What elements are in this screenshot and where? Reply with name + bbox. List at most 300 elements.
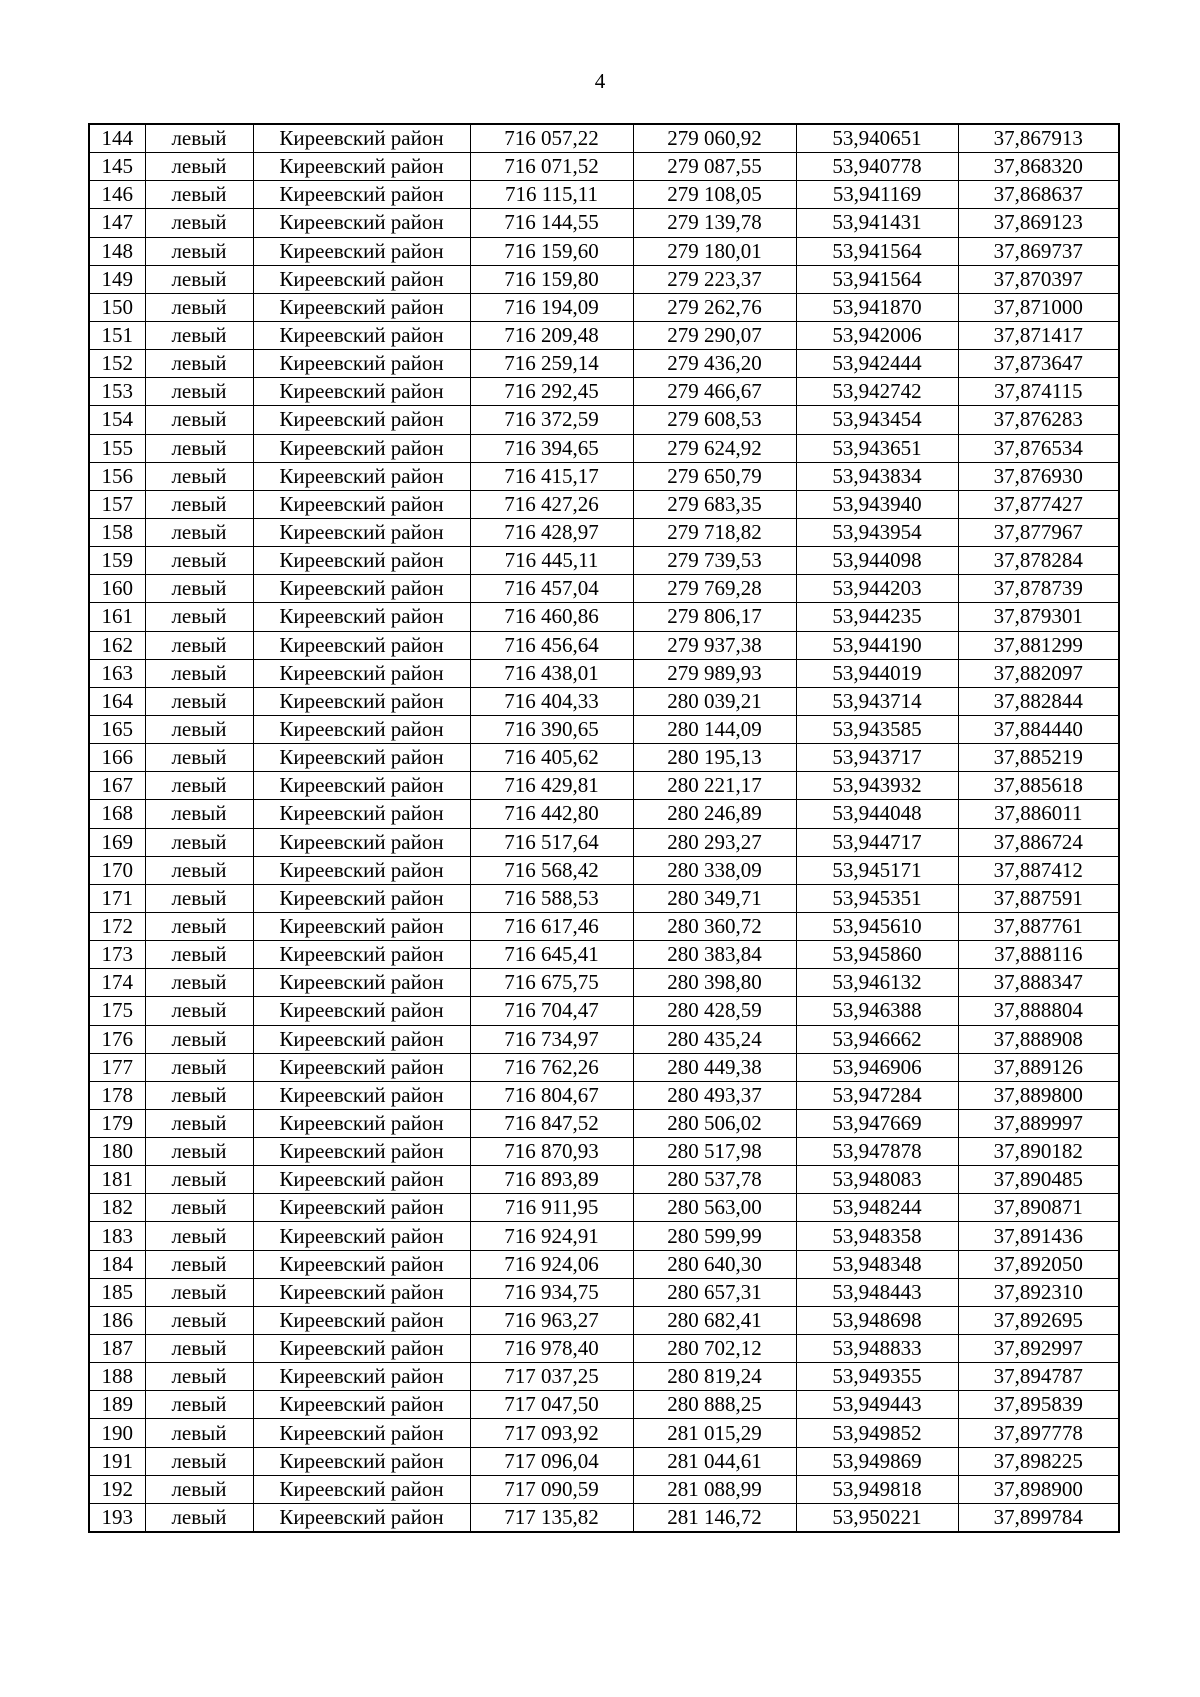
y-coordinate-cell: 280 383,84 — [633, 941, 796, 969]
side-cell: левый — [145, 1166, 253, 1194]
table-row — [89, 1138, 1119, 1166]
x-coordinate-cell: 717 090,59 — [470, 1475, 633, 1503]
y-coordinate-cell: 280 349,71 — [633, 884, 796, 912]
side-cell: левый — [145, 800, 253, 828]
latitude-cell: 53,944019 — [796, 659, 958, 687]
x-coordinate-cell: 716 442,80 — [470, 800, 633, 828]
x-coordinate-cell: 716 675,75 — [470, 969, 633, 997]
latitude-cell: 53,948244 — [796, 1194, 958, 1222]
longitude-cell: 37,869737 — [958, 237, 1119, 265]
table-row — [89, 1503, 1119, 1532]
x-coordinate-cell: 716 963,27 — [470, 1306, 633, 1334]
point-number-cell: 181 — [89, 1166, 145, 1194]
point-number-cell: 190 — [89, 1419, 145, 1447]
longitude-cell: 37,876930 — [958, 462, 1119, 490]
point-number-cell: 177 — [89, 1053, 145, 1081]
longitude-cell: 37,874115 — [958, 378, 1119, 406]
district-cell: Киреевский район — [253, 153, 470, 181]
y-coordinate-cell: 279 806,17 — [633, 603, 796, 631]
latitude-cell: 53,944203 — [796, 575, 958, 603]
y-coordinate-cell: 280 682,41 — [633, 1306, 796, 1334]
district-cell: Киреевский район — [253, 828, 470, 856]
point-number-cell: 162 — [89, 631, 145, 659]
table-row — [89, 1109, 1119, 1137]
y-coordinate-cell: 280 657,31 — [633, 1278, 796, 1306]
district-cell: Киреевский район — [253, 181, 470, 209]
point-number-cell: 186 — [89, 1306, 145, 1334]
point-number-cell: 180 — [89, 1138, 145, 1166]
x-coordinate-cell: 716 209,48 — [470, 321, 633, 349]
y-coordinate-cell: 281 088,99 — [633, 1475, 796, 1503]
table-row — [89, 603, 1119, 631]
longitude-cell: 37,890485 — [958, 1166, 1119, 1194]
district-cell: Киреевский район — [253, 1278, 470, 1306]
x-coordinate-cell: 716 071,52 — [470, 153, 633, 181]
side-cell: левый — [145, 1447, 253, 1475]
district-cell: Киреевский район — [253, 1419, 470, 1447]
y-coordinate-cell: 280 599,99 — [633, 1222, 796, 1250]
y-coordinate-cell: 279 624,92 — [633, 434, 796, 462]
table-row — [89, 1306, 1119, 1334]
longitude-cell: 37,878739 — [958, 575, 1119, 603]
latitude-cell: 53,949443 — [796, 1391, 958, 1419]
point-number-cell: 176 — [89, 1025, 145, 1053]
latitude-cell: 53,946132 — [796, 969, 958, 997]
district-cell: Киреевский район — [253, 547, 470, 575]
latitude-cell: 53,948698 — [796, 1306, 958, 1334]
y-coordinate-cell: 280 195,13 — [633, 744, 796, 772]
longitude-cell: 37,899784 — [958, 1503, 1119, 1532]
latitude-cell: 53,943651 — [796, 434, 958, 462]
side-cell: левый — [145, 969, 253, 997]
table-row — [89, 124, 1119, 153]
longitude-cell: 37,876534 — [958, 434, 1119, 462]
point-number-cell: 153 — [89, 378, 145, 406]
table-row — [89, 265, 1119, 293]
side-cell: левый — [145, 715, 253, 743]
table-row — [89, 406, 1119, 434]
district-cell: Киреевский район — [253, 1335, 470, 1363]
y-coordinate-cell: 280 888,25 — [633, 1391, 796, 1419]
latitude-cell: 53,945610 — [796, 912, 958, 940]
table-row — [89, 181, 1119, 209]
point-number-cell: 152 — [89, 350, 145, 378]
district-cell: Киреевский район — [253, 603, 470, 631]
latitude-cell: 53,942006 — [796, 321, 958, 349]
longitude-cell: 37,897778 — [958, 1419, 1119, 1447]
longitude-cell: 37,888347 — [958, 969, 1119, 997]
longitude-cell: 37,881299 — [958, 631, 1119, 659]
latitude-cell: 53,948358 — [796, 1222, 958, 1250]
x-coordinate-cell: 717 093,92 — [470, 1419, 633, 1447]
side-cell: левый — [145, 378, 253, 406]
district-cell: Киреевский район — [253, 321, 470, 349]
table-row — [89, 884, 1119, 912]
point-number-cell: 155 — [89, 434, 145, 462]
table-row — [89, 1475, 1119, 1503]
side-cell: левый — [145, 462, 253, 490]
latitude-cell: 53,949818 — [796, 1475, 958, 1503]
district-cell: Киреевский район — [253, 744, 470, 772]
point-number-cell: 171 — [89, 884, 145, 912]
y-coordinate-cell: 279 683,35 — [633, 490, 796, 518]
latitude-cell: 53,943932 — [796, 772, 958, 800]
point-number-cell: 172 — [89, 912, 145, 940]
point-number-cell: 149 — [89, 265, 145, 293]
longitude-cell: 37,877967 — [958, 518, 1119, 546]
point-number-cell: 189 — [89, 1391, 145, 1419]
y-coordinate-cell: 279 180,01 — [633, 237, 796, 265]
latitude-cell: 53,946906 — [796, 1053, 958, 1081]
district-cell: Киреевский район — [253, 350, 470, 378]
x-coordinate-cell: 716 259,14 — [470, 350, 633, 378]
point-number-cell: 174 — [89, 969, 145, 997]
side-cell: левый — [145, 1222, 253, 1250]
x-coordinate-cell: 716 617,46 — [470, 912, 633, 940]
y-coordinate-cell: 279 989,93 — [633, 659, 796, 687]
latitude-cell: 53,943954 — [796, 518, 958, 546]
x-coordinate-cell: 716 870,93 — [470, 1138, 633, 1166]
x-coordinate-cell: 716 159,60 — [470, 237, 633, 265]
longitude-cell: 37,886011 — [958, 800, 1119, 828]
table-row — [89, 969, 1119, 997]
district-cell: Киреевский район — [253, 1447, 470, 1475]
y-coordinate-cell: 279 262,76 — [633, 293, 796, 321]
point-number-cell: 173 — [89, 941, 145, 969]
table-row — [89, 153, 1119, 181]
district-cell: Киреевский район — [253, 997, 470, 1025]
y-coordinate-cell: 280 360,72 — [633, 912, 796, 940]
side-cell: левый — [145, 1306, 253, 1334]
side-cell: левый — [145, 321, 253, 349]
table-row — [89, 856, 1119, 884]
district-cell: Киреевский район — [253, 715, 470, 743]
district-cell: Киреевский район — [253, 912, 470, 940]
x-coordinate-cell: 716 115,11 — [470, 181, 633, 209]
district-cell: Киреевский район — [253, 1138, 470, 1166]
y-coordinate-cell: 280 506,02 — [633, 1109, 796, 1137]
table-row — [89, 828, 1119, 856]
longitude-cell: 37,890871 — [958, 1194, 1119, 1222]
x-coordinate-cell: 716 057,22 — [470, 124, 633, 153]
y-coordinate-cell: 279 436,20 — [633, 350, 796, 378]
longitude-cell: 37,888908 — [958, 1025, 1119, 1053]
y-coordinate-cell: 279 087,55 — [633, 153, 796, 181]
table-row — [89, 1335, 1119, 1363]
point-number-cell: 183 — [89, 1222, 145, 1250]
table-row — [89, 631, 1119, 659]
table-row — [89, 209, 1119, 237]
table-row — [89, 912, 1119, 940]
side-cell: левый — [145, 1335, 253, 1363]
side-cell: левый — [145, 1250, 253, 1278]
district-cell: Киреевский район — [253, 378, 470, 406]
y-coordinate-cell: 281 146,72 — [633, 1503, 796, 1532]
y-coordinate-cell: 279 060,92 — [633, 124, 796, 153]
district-cell: Киреевский район — [253, 575, 470, 603]
side-cell: левый — [145, 547, 253, 575]
longitude-cell: 37,898225 — [958, 1447, 1119, 1475]
latitude-cell: 53,948348 — [796, 1250, 958, 1278]
side-cell: левый — [145, 912, 253, 940]
table-row — [89, 350, 1119, 378]
coordinates-table-body — [89, 124, 1119, 1532]
latitude-cell: 53,944235 — [796, 603, 958, 631]
y-coordinate-cell: 280 246,89 — [633, 800, 796, 828]
y-coordinate-cell: 280 435,24 — [633, 1025, 796, 1053]
table-row — [89, 1391, 1119, 1419]
latitude-cell: 53,944190 — [796, 631, 958, 659]
district-cell: Киреевский район — [253, 237, 470, 265]
side-cell: левый — [145, 1363, 253, 1391]
point-number-cell: 154 — [89, 406, 145, 434]
side-cell: левый — [145, 1391, 253, 1419]
x-coordinate-cell: 716 159,80 — [470, 265, 633, 293]
longitude-cell: 37,878284 — [958, 547, 1119, 575]
longitude-cell: 37,892695 — [958, 1306, 1119, 1334]
longitude-cell: 37,888804 — [958, 997, 1119, 1025]
side-cell: левый — [145, 209, 253, 237]
y-coordinate-cell: 279 608,53 — [633, 406, 796, 434]
y-coordinate-cell: 280 221,17 — [633, 772, 796, 800]
latitude-cell: 53,950221 — [796, 1503, 958, 1532]
point-number-cell: 156 — [89, 462, 145, 490]
y-coordinate-cell: 280 039,21 — [633, 687, 796, 715]
latitude-cell: 53,941169 — [796, 181, 958, 209]
table-row — [89, 434, 1119, 462]
district-cell: Киреевский район — [253, 406, 470, 434]
table-row — [89, 293, 1119, 321]
y-coordinate-cell: 279 223,37 — [633, 265, 796, 293]
point-number-cell: 158 — [89, 518, 145, 546]
x-coordinate-cell: 716 456,64 — [470, 631, 633, 659]
district-cell: Киреевский район — [253, 209, 470, 237]
side-cell: левый — [145, 941, 253, 969]
district-cell: Киреевский район — [253, 1166, 470, 1194]
district-cell: Киреевский район — [253, 800, 470, 828]
x-coordinate-cell: 717 037,25 — [470, 1363, 633, 1391]
longitude-cell: 37,870397 — [958, 265, 1119, 293]
x-coordinate-cell: 716 847,52 — [470, 1109, 633, 1137]
side-cell: левый — [145, 153, 253, 181]
point-number-cell: 185 — [89, 1278, 145, 1306]
latitude-cell: 53,944048 — [796, 800, 958, 828]
x-coordinate-cell: 717 047,50 — [470, 1391, 633, 1419]
longitude-cell: 37,877427 — [958, 490, 1119, 518]
side-cell: левый — [145, 1053, 253, 1081]
x-coordinate-cell: 716 445,11 — [470, 547, 633, 575]
table-row — [89, 715, 1119, 743]
point-number-cell: 184 — [89, 1250, 145, 1278]
side-cell: левый — [145, 603, 253, 631]
latitude-cell: 53,945860 — [796, 941, 958, 969]
longitude-cell: 37,882844 — [958, 687, 1119, 715]
point-number-cell: 188 — [89, 1363, 145, 1391]
latitude-cell: 53,949869 — [796, 1447, 958, 1475]
district-cell: Киреевский район — [253, 1053, 470, 1081]
side-cell: левый — [145, 1109, 253, 1137]
y-coordinate-cell: 280 517,98 — [633, 1138, 796, 1166]
latitude-cell: 53,947284 — [796, 1081, 958, 1109]
table-row — [89, 1025, 1119, 1053]
side-cell: левый — [145, 631, 253, 659]
x-coordinate-cell: 716 924,91 — [470, 1222, 633, 1250]
x-coordinate-cell: 716 924,06 — [470, 1250, 633, 1278]
x-coordinate-cell: 716 893,89 — [470, 1166, 633, 1194]
x-coordinate-cell: 716 588,53 — [470, 884, 633, 912]
point-number-cell: 178 — [89, 1081, 145, 1109]
district-cell: Киреевский район — [253, 1306, 470, 1334]
x-coordinate-cell: 717 096,04 — [470, 1447, 633, 1475]
district-cell: Киреевский район — [253, 265, 470, 293]
side-cell: левый — [145, 884, 253, 912]
side-cell: левый — [145, 856, 253, 884]
x-coordinate-cell: 716 911,95 — [470, 1194, 633, 1222]
longitude-cell: 37,873647 — [958, 350, 1119, 378]
point-number-cell: 144 — [89, 124, 145, 153]
longitude-cell: 37,871000 — [958, 293, 1119, 321]
table-row — [89, 237, 1119, 265]
page-number: 4 — [594, 69, 606, 93]
coordinates-table — [88, 123, 1120, 1533]
longitude-cell: 37,868637 — [958, 181, 1119, 209]
x-coordinate-cell: 716 568,42 — [470, 856, 633, 884]
district-cell: Киреевский район — [253, 1081, 470, 1109]
point-number-cell: 163 — [89, 659, 145, 687]
y-coordinate-cell: 279 650,79 — [633, 462, 796, 490]
x-coordinate-cell: 716 934,75 — [470, 1278, 633, 1306]
table-row — [89, 687, 1119, 715]
longitude-cell: 37,871417 — [958, 321, 1119, 349]
point-number-cell: 146 — [89, 181, 145, 209]
y-coordinate-cell: 280 338,09 — [633, 856, 796, 884]
point-number-cell: 175 — [89, 997, 145, 1025]
latitude-cell: 53,941870 — [796, 293, 958, 321]
point-number-cell: 145 — [89, 153, 145, 181]
x-coordinate-cell: 716 517,64 — [470, 828, 633, 856]
point-number-cell: 157 — [89, 490, 145, 518]
table-row — [89, 462, 1119, 490]
y-coordinate-cell: 281 044,61 — [633, 1447, 796, 1475]
side-cell: левый — [145, 1419, 253, 1447]
latitude-cell: 53,946388 — [796, 997, 958, 1025]
latitude-cell: 53,943717 — [796, 744, 958, 772]
point-number-cell: 160 — [89, 575, 145, 603]
district-cell: Киреевский район — [253, 1503, 470, 1532]
district-cell: Киреевский район — [253, 1391, 470, 1419]
x-coordinate-cell: 716 372,59 — [470, 406, 633, 434]
x-coordinate-cell: 716 390,65 — [470, 715, 633, 743]
y-coordinate-cell: 280 563,00 — [633, 1194, 796, 1222]
district-cell: Киреевский район — [253, 772, 470, 800]
latitude-cell: 53,949355 — [796, 1363, 958, 1391]
longitude-cell: 37,884440 — [958, 715, 1119, 743]
point-number-cell: 159 — [89, 547, 145, 575]
district-cell: Киреевский район — [253, 518, 470, 546]
table-row — [89, 744, 1119, 772]
table-row — [89, 575, 1119, 603]
x-coordinate-cell: 716 762,26 — [470, 1053, 633, 1081]
table-row — [89, 941, 1119, 969]
latitude-cell: 53,943585 — [796, 715, 958, 743]
y-coordinate-cell: 280 449,38 — [633, 1053, 796, 1081]
point-number-cell: 170 — [89, 856, 145, 884]
y-coordinate-cell: 280 537,78 — [633, 1166, 796, 1194]
point-number-cell: 191 — [89, 1447, 145, 1475]
y-coordinate-cell: 280 819,24 — [633, 1363, 796, 1391]
table-row — [89, 490, 1119, 518]
latitude-cell: 53,944717 — [796, 828, 958, 856]
x-coordinate-cell: 716 429,81 — [470, 772, 633, 800]
x-coordinate-cell: 716 415,17 — [470, 462, 633, 490]
latitude-cell: 53,947669 — [796, 1109, 958, 1137]
latitude-cell: 53,941431 — [796, 209, 958, 237]
longitude-cell: 37,888116 — [958, 941, 1119, 969]
point-number-cell: 151 — [89, 321, 145, 349]
longitude-cell: 37,882097 — [958, 659, 1119, 687]
latitude-cell: 53,948083 — [796, 1166, 958, 1194]
side-cell: левый — [145, 1278, 253, 1306]
y-coordinate-cell: 280 493,37 — [633, 1081, 796, 1109]
table-row — [89, 1250, 1119, 1278]
side-cell: левый — [145, 575, 253, 603]
x-coordinate-cell: 716 404,33 — [470, 687, 633, 715]
latitude-cell: 53,948443 — [796, 1278, 958, 1306]
district-cell: Киреевский район — [253, 1222, 470, 1250]
y-coordinate-cell: 279 718,82 — [633, 518, 796, 546]
y-coordinate-cell: 279 937,38 — [633, 631, 796, 659]
side-cell: левый — [145, 1025, 253, 1053]
table-row — [89, 518, 1119, 546]
longitude-cell: 37,889800 — [958, 1081, 1119, 1109]
point-number-cell: 166 — [89, 744, 145, 772]
point-number-cell: 150 — [89, 293, 145, 321]
side-cell: левый — [145, 293, 253, 321]
table-row — [89, 547, 1119, 575]
longitude-cell: 37,869123 — [958, 209, 1119, 237]
y-coordinate-cell: 280 293,27 — [633, 828, 796, 856]
point-number-cell: 192 — [89, 1475, 145, 1503]
x-coordinate-cell: 716 428,97 — [470, 518, 633, 546]
longitude-cell: 37,885618 — [958, 772, 1119, 800]
side-cell: левый — [145, 659, 253, 687]
latitude-cell: 53,943834 — [796, 462, 958, 490]
longitude-cell: 37,895839 — [958, 1391, 1119, 1419]
side-cell: левый — [145, 434, 253, 462]
point-number-cell: 167 — [89, 772, 145, 800]
table-row — [89, 1278, 1119, 1306]
table-row — [89, 378, 1119, 406]
y-coordinate-cell: 279 739,53 — [633, 547, 796, 575]
x-coordinate-cell: 716 405,62 — [470, 744, 633, 772]
district-cell: Киреевский район — [253, 1109, 470, 1137]
x-coordinate-cell: 716 438,01 — [470, 659, 633, 687]
x-coordinate-cell: 716 734,97 — [470, 1025, 633, 1053]
side-cell: левый — [145, 997, 253, 1025]
district-cell: Киреевский район — [253, 631, 470, 659]
longitude-cell: 37,886724 — [958, 828, 1119, 856]
y-coordinate-cell: 279 108,05 — [633, 181, 796, 209]
y-coordinate-cell: 279 769,28 — [633, 575, 796, 603]
x-coordinate-cell: 716 704,47 — [470, 997, 633, 1025]
side-cell: левый — [145, 406, 253, 434]
side-cell: левый — [145, 1503, 253, 1532]
point-number-cell: 164 — [89, 687, 145, 715]
longitude-cell: 37,889997 — [958, 1109, 1119, 1137]
district-cell: Киреевский район — [253, 1194, 470, 1222]
latitude-cell: 53,945351 — [796, 884, 958, 912]
longitude-cell: 37,879301 — [958, 603, 1119, 631]
